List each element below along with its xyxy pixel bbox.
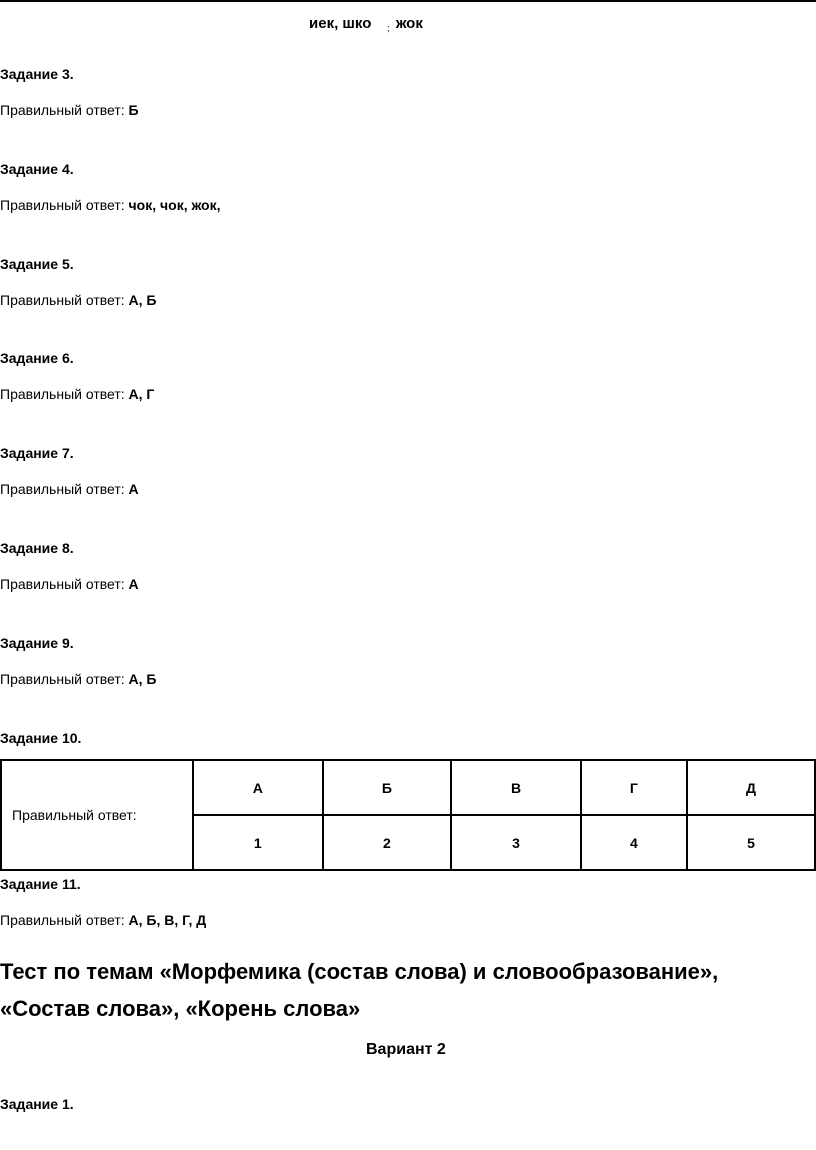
- top-rule: [0, 0, 816, 2]
- task-7-answer: [0, 481, 139, 497]
- top-answer-mark: ;: [387, 23, 390, 33]
- test-heading: Тест по темам «Морфемика (состав слова) и словообразование», «Состав слова», «Корень слова»: [0, 959, 719, 1021]
- answer-value: чок, чок, жок,: [128, 197, 221, 213]
- variant-title: Вариант 2: [366, 1041, 446, 1058]
- top-answer-part-2: жок: [395, 15, 423, 32]
- answer-label: Правильный ответ:: [0, 102, 125, 118]
- answer-label: Правильный ответ:: [0, 292, 125, 308]
- table-cell-letter: Д: [687, 760, 815, 815]
- task-10-title: Задание 10.: [0, 730, 82, 746]
- task-10-answer-table: [0, 759, 816, 871]
- answer-label: Правильный ответ:: [0, 481, 125, 497]
- task-8-answer: [0, 576, 139, 592]
- answer-value: А: [128, 481, 139, 497]
- task-5-answer: [0, 292, 157, 308]
- task-11-title: Задание 11.: [0, 876, 81, 892]
- task-6-title: Задание 6.: [0, 350, 74, 366]
- answer-label: Правильный ответ:: [0, 576, 125, 592]
- answer-label: Правильный ответ:: [0, 671, 125, 687]
- table-cell-number: 5: [687, 815, 815, 870]
- task-9-title: Задание 9.: [0, 635, 74, 651]
- task-3-title: Задание 3.: [0, 66, 74, 82]
- table-cell-letter: А: [193, 760, 323, 815]
- task-11-answer: [0, 912, 206, 928]
- answer-label-cell: Правильный ответ:: [1, 760, 193, 870]
- answer-value: А: [128, 576, 139, 592]
- task-3-answer: [0, 102, 139, 118]
- table-row: [1, 760, 815, 815]
- task-9-answer: [0, 671, 157, 687]
- top-answer-line: [309, 15, 423, 33]
- table-cell-number: 3: [451, 815, 581, 870]
- task-6-answer: [0, 386, 154, 402]
- answer-value: А, Б: [128, 671, 157, 687]
- answer-label: Правильный ответ:: [0, 912, 125, 928]
- task-7-title: Задание 7.: [0, 445, 74, 461]
- table-cell-number: 2: [323, 815, 452, 870]
- answer-value: Б: [128, 102, 139, 118]
- table-cell-letter: В: [451, 760, 581, 815]
- table-cell-letter: Г: [581, 760, 687, 815]
- answer-value: А, Г: [128, 386, 155, 402]
- task-5-title: Задание 5.: [0, 256, 74, 272]
- top-answer-part-1: иек, шко: [309, 15, 372, 32]
- next-task-title: Задание 1.: [0, 1096, 74, 1112]
- table-cell-number: 1: [193, 815, 323, 870]
- task-8-title: Задание 8.: [0, 540, 74, 556]
- answer-value: А, Б: [128, 292, 157, 308]
- answer-label: Правильный ответ:: [0, 386, 125, 402]
- answer-value: А, Б, В, Г, Д: [128, 912, 207, 928]
- answer-label: Правильный ответ:: [0, 197, 125, 213]
- table-cell-letter: Б: [323, 760, 452, 815]
- task-4-answer: [0, 197, 221, 213]
- task-4-title: Задание 4.: [0, 161, 74, 177]
- table-cell-number: 4: [581, 815, 687, 870]
